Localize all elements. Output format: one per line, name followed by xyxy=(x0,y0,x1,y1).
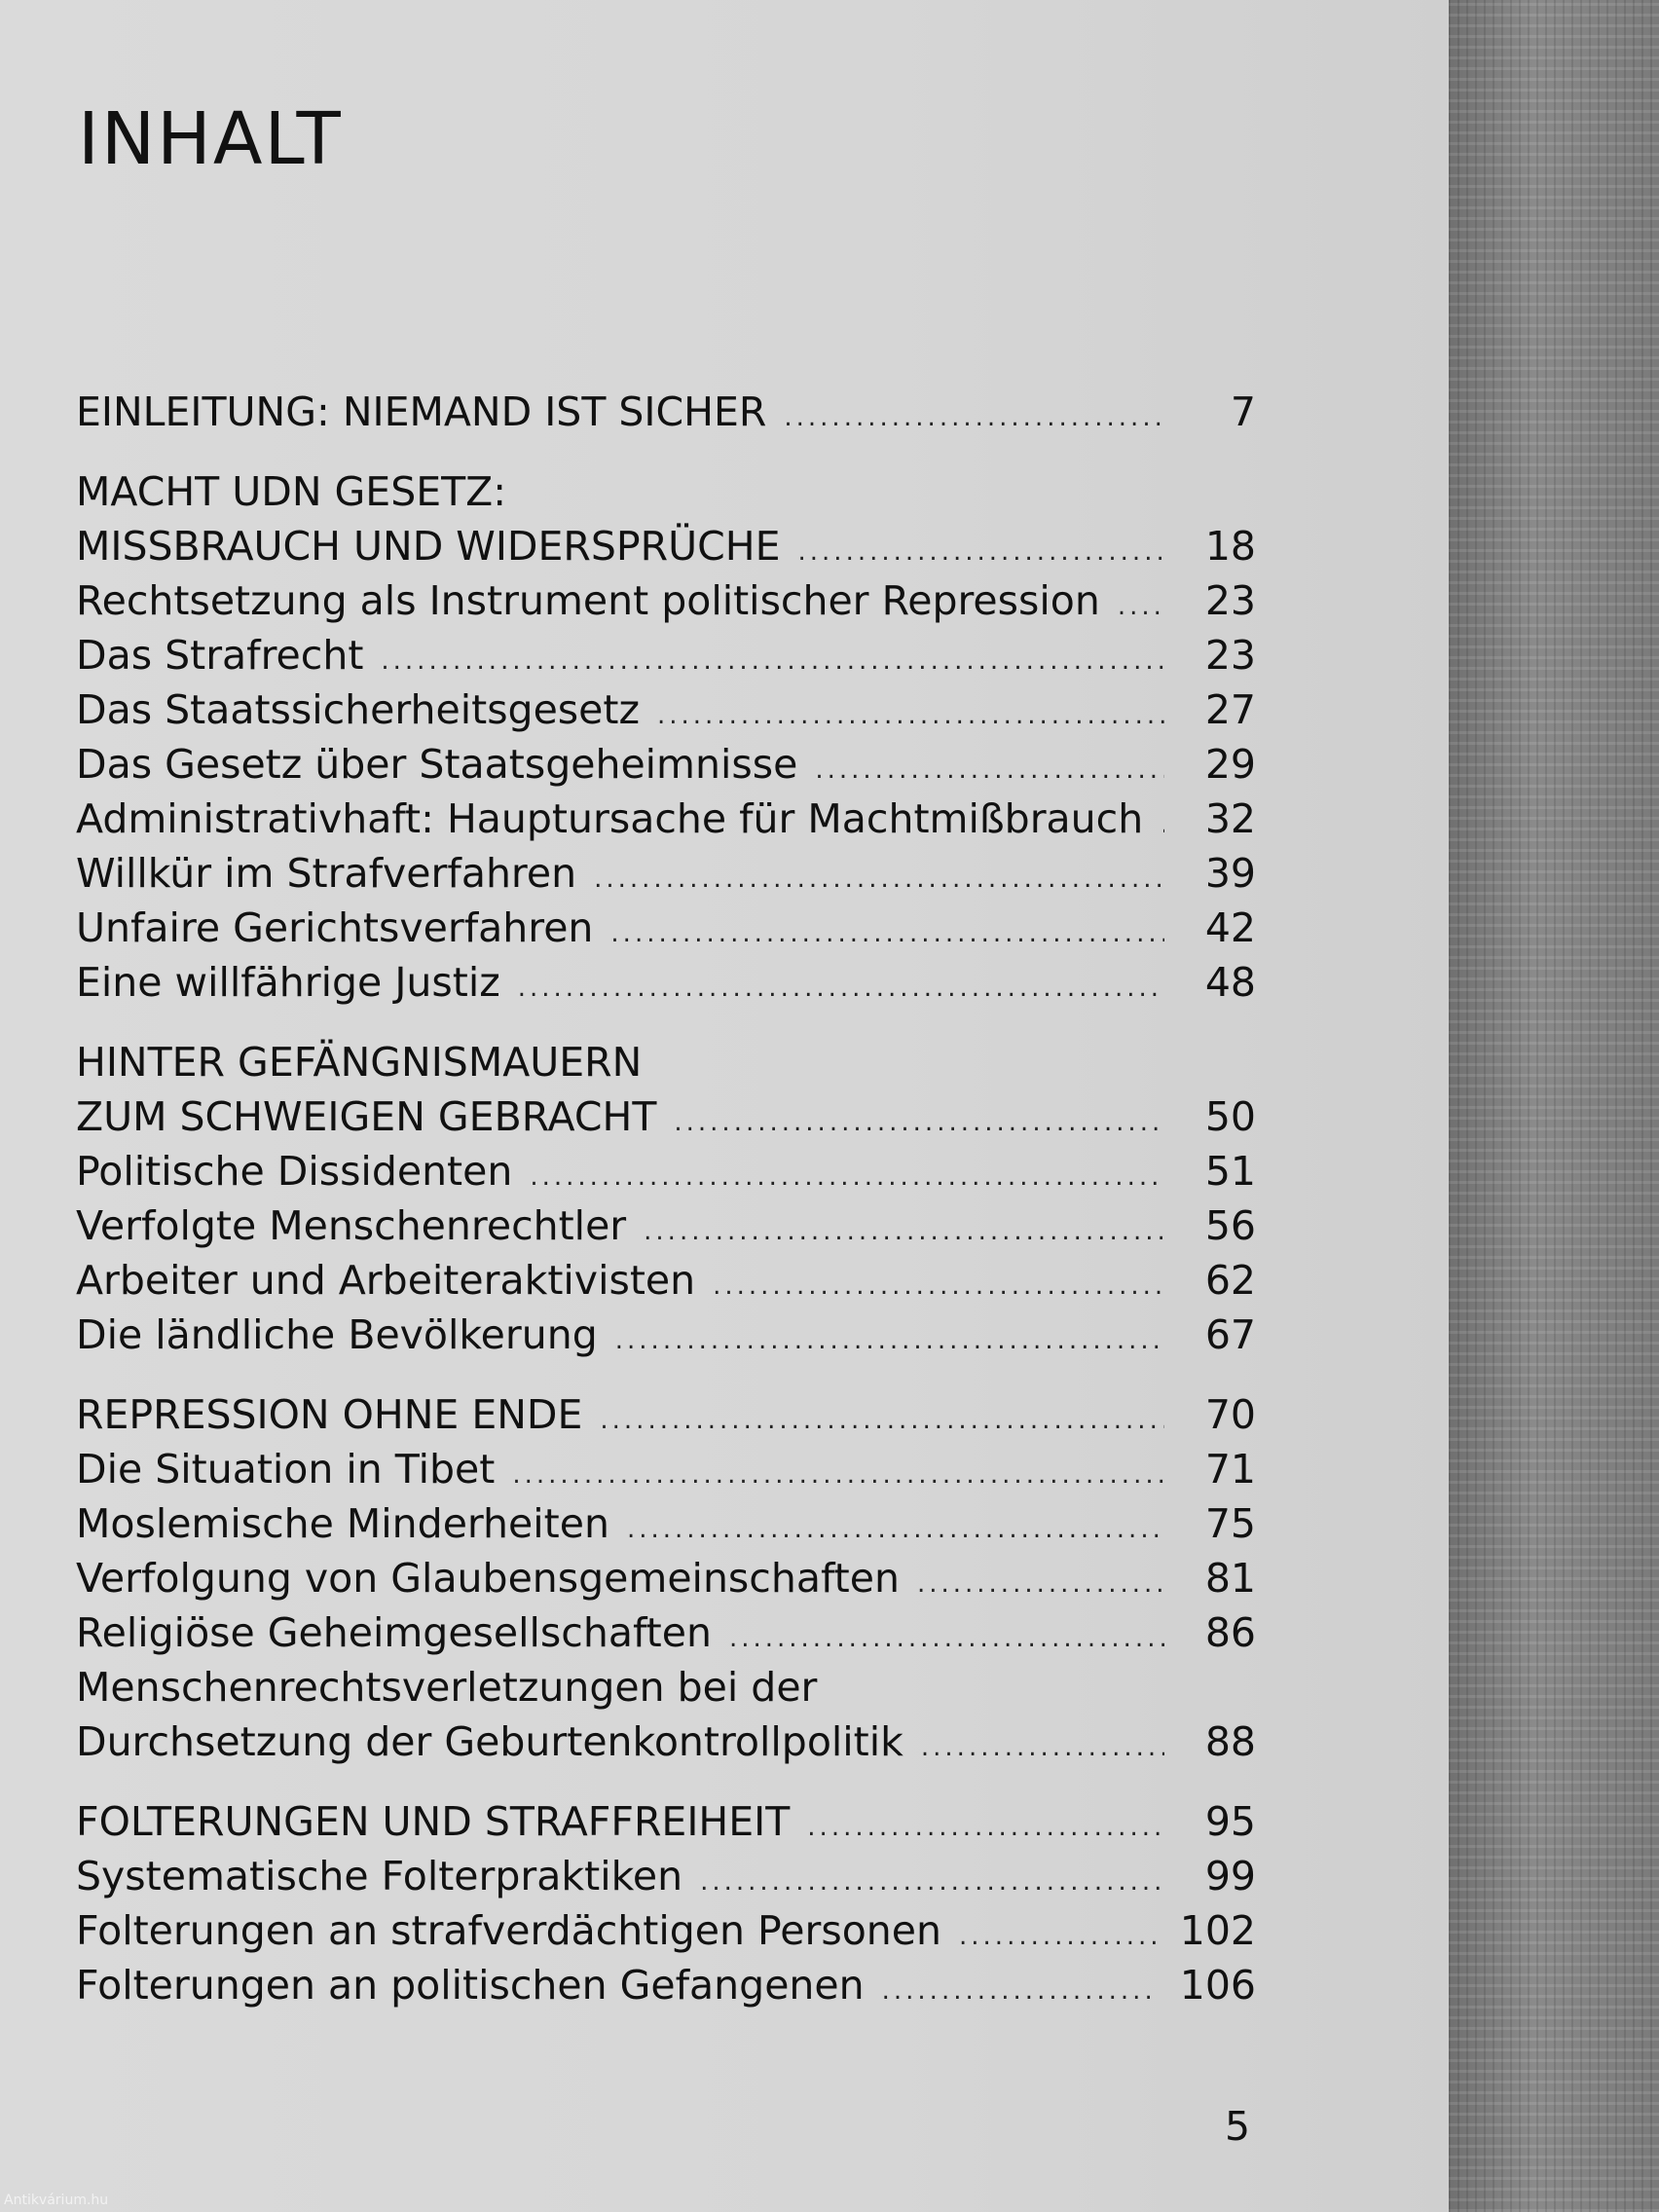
dot-leader xyxy=(798,525,1164,579)
toc-entry-title: Das Strafrecht xyxy=(76,632,364,679)
dot-leader xyxy=(784,390,1164,445)
toc-entry-page: 29 xyxy=(1204,741,1256,788)
toc-entry xyxy=(76,1387,1256,1442)
dot-leader xyxy=(674,1095,1164,1150)
toc-entry-page: 75 xyxy=(1204,1500,1256,1547)
dot-leader xyxy=(959,1909,1157,1964)
toc-entry xyxy=(76,519,1256,573)
toc-entry xyxy=(76,1903,1256,1958)
toc-entry xyxy=(76,1089,1256,1144)
toc-entry-title: ZUM SCHWEIGEN GEBRACHT xyxy=(76,1093,657,1140)
background-surface xyxy=(1449,0,1659,2212)
toc-entry xyxy=(76,1958,1256,2012)
toc-entry-page: 102 xyxy=(1179,1907,1256,1954)
toc-entry xyxy=(76,955,1256,1010)
toc-section-heading: MACHT UDN GESETZ: xyxy=(76,468,507,515)
toc-section xyxy=(76,385,1256,439)
watermark-credit: Antikvárium.hu xyxy=(4,2193,109,2208)
dot-leader xyxy=(917,1557,1164,1611)
dot-leader xyxy=(512,1448,1164,1502)
toc-entry-page: 81 xyxy=(1204,1555,1256,1602)
toc-entry xyxy=(76,1551,1256,1605)
toc-entry-title: Das Staatssicherheitsgesetz xyxy=(76,686,640,733)
dot-leader xyxy=(921,1720,1164,1775)
toc-entry-page: 27 xyxy=(1204,686,1256,733)
toc-entry-page: 99 xyxy=(1204,1853,1256,1899)
toc-section-heading: Menschenrechtsverletzungen bei der xyxy=(76,1664,818,1711)
table-of-contents xyxy=(76,385,1256,2012)
toc-entry xyxy=(76,1794,1256,1849)
toc-entry-page: 67 xyxy=(1204,1311,1256,1358)
dot-leader xyxy=(713,1259,1164,1313)
toc-entry xyxy=(76,1496,1256,1551)
page-number: 5 xyxy=(1225,2103,1251,2150)
toc-entry xyxy=(76,846,1256,901)
toc-entry xyxy=(76,628,1256,682)
toc-entry xyxy=(76,1605,1256,1660)
toc-entry xyxy=(76,1144,1256,1198)
toc-entry-page: 7 xyxy=(1230,388,1256,435)
toc-entry-title: FOLTERUNGEN UND STRAFFREIHEIT xyxy=(76,1798,791,1845)
toc-entry-page: 32 xyxy=(1204,795,1256,842)
toc-entry xyxy=(76,682,1256,737)
toc-entry-page: 56 xyxy=(1204,1202,1256,1249)
toc-section-heading: HINTER GEFÄNGNISMAUERN xyxy=(76,1039,643,1086)
toc-entry-page: 88 xyxy=(1204,1718,1256,1765)
toc-entry xyxy=(76,573,1256,628)
toc-entry-page: 18 xyxy=(1204,523,1256,570)
toc-entry-page: 39 xyxy=(1204,850,1256,897)
toc-entry xyxy=(76,792,1256,846)
toc-entry-title: REPRESSION OHNE ENDE xyxy=(76,1391,583,1438)
toc-entry xyxy=(76,1714,1256,1769)
toc-entry-title: MISSBRAUCH UND WIDERSPRÜCHE xyxy=(76,523,781,570)
toc-entry-page: 95 xyxy=(1204,1798,1256,1845)
toc-entry xyxy=(76,1253,1256,1308)
toc-entry-title: Politische Dissidenten xyxy=(76,1148,513,1195)
toc-entry-page: 23 xyxy=(1204,577,1256,624)
toc-entry-title: Durchsetzung der Geburtenkontrollpolitik xyxy=(76,1718,903,1765)
dot-leader xyxy=(815,743,1164,797)
dot-leader xyxy=(657,688,1164,743)
toc-entry-title: Systematische Folterpraktiken xyxy=(76,1853,683,1899)
toc-entry-title: Folterungen an strafverdächtigen Personen xyxy=(76,1907,942,1954)
toc-section xyxy=(76,1387,1256,1769)
dot-leader xyxy=(882,1964,1157,2018)
dot-leader xyxy=(700,1855,1164,1909)
toc-entry-title: Religiöse Geheimgesellschaften xyxy=(76,1609,712,1656)
dot-leader xyxy=(615,1313,1164,1368)
toc-entry-page: 62 xyxy=(1204,1257,1256,1304)
toc-entry xyxy=(76,901,1256,955)
toc-entry-title: Die ländliche Bevölkerung xyxy=(76,1311,598,1358)
dot-leader xyxy=(610,906,1164,961)
toc-entry-title: Willkür im Strafverfahren xyxy=(76,850,577,897)
toc-entry-title: Verfolgte Menschenrechtler xyxy=(76,1202,627,1249)
dot-leader xyxy=(530,1150,1164,1204)
toc-entry-page: 51 xyxy=(1204,1148,1256,1195)
toc-entry xyxy=(76,385,1256,439)
toc-section xyxy=(76,1035,1256,1362)
toc-entry-title: Verfolgung von Glaubensgemeinschaften xyxy=(76,1555,900,1602)
toc-entry-page: 86 xyxy=(1204,1609,1256,1656)
toc-entry xyxy=(76,1442,1256,1496)
dot-leader xyxy=(729,1611,1164,1666)
dot-leader xyxy=(518,961,1164,1015)
page-title: INHALT xyxy=(78,97,343,181)
toc-entry-page: 50 xyxy=(1204,1093,1256,1140)
toc-entry-page: 106 xyxy=(1179,1962,1256,2009)
dot-leader xyxy=(644,1204,1164,1259)
dot-leader xyxy=(594,852,1164,906)
toc-entry-title: Eine willfährige Justiz xyxy=(76,959,500,1006)
toc-entry-page: 23 xyxy=(1204,632,1256,679)
toc-section xyxy=(76,1794,1256,2012)
toc-entry-title: Das Gesetz über Staatsgeheimnisse xyxy=(76,741,798,788)
dot-leader xyxy=(627,1502,1164,1557)
toc-entry-title: Die Situation in Tibet xyxy=(76,1446,496,1493)
toc-entry-title: EINLEITUNG: NIEMAND IST SICHER xyxy=(76,388,767,435)
dot-leader xyxy=(1161,797,1164,852)
toc-section xyxy=(76,464,1256,1010)
toc-entry-title: Folterungen an politischen Gefangenen xyxy=(76,1962,865,2009)
toc-entry-page: 70 xyxy=(1204,1391,1256,1438)
dot-leader xyxy=(807,1800,1164,1855)
toc-entry xyxy=(76,1308,1256,1362)
toc-entry-page: 42 xyxy=(1204,904,1256,951)
toc-entry xyxy=(76,1849,1256,1903)
dot-leader xyxy=(600,1393,1164,1448)
toc-entry-title: Moslemische Minderheiten xyxy=(76,1500,609,1547)
toc-entry-title: Administrativhaft: Hauptursache für Machtmißbrauch xyxy=(76,795,1144,842)
toc-entry-title: Rechtsetzung als Instrument politischer Repression xyxy=(76,577,1100,624)
toc-entry-title: Arbeiter und Arbeiteraktivisten xyxy=(76,1257,696,1304)
toc-entry-page: 48 xyxy=(1204,959,1256,1006)
toc-entry xyxy=(76,1198,1256,1253)
toc-entry-title: Unfaire Gerichtsverfahren xyxy=(76,904,594,951)
toc-entry xyxy=(76,737,1256,792)
toc-entry-page: 71 xyxy=(1204,1446,1256,1493)
dot-leader xyxy=(1118,579,1164,634)
dot-leader xyxy=(381,634,1164,688)
